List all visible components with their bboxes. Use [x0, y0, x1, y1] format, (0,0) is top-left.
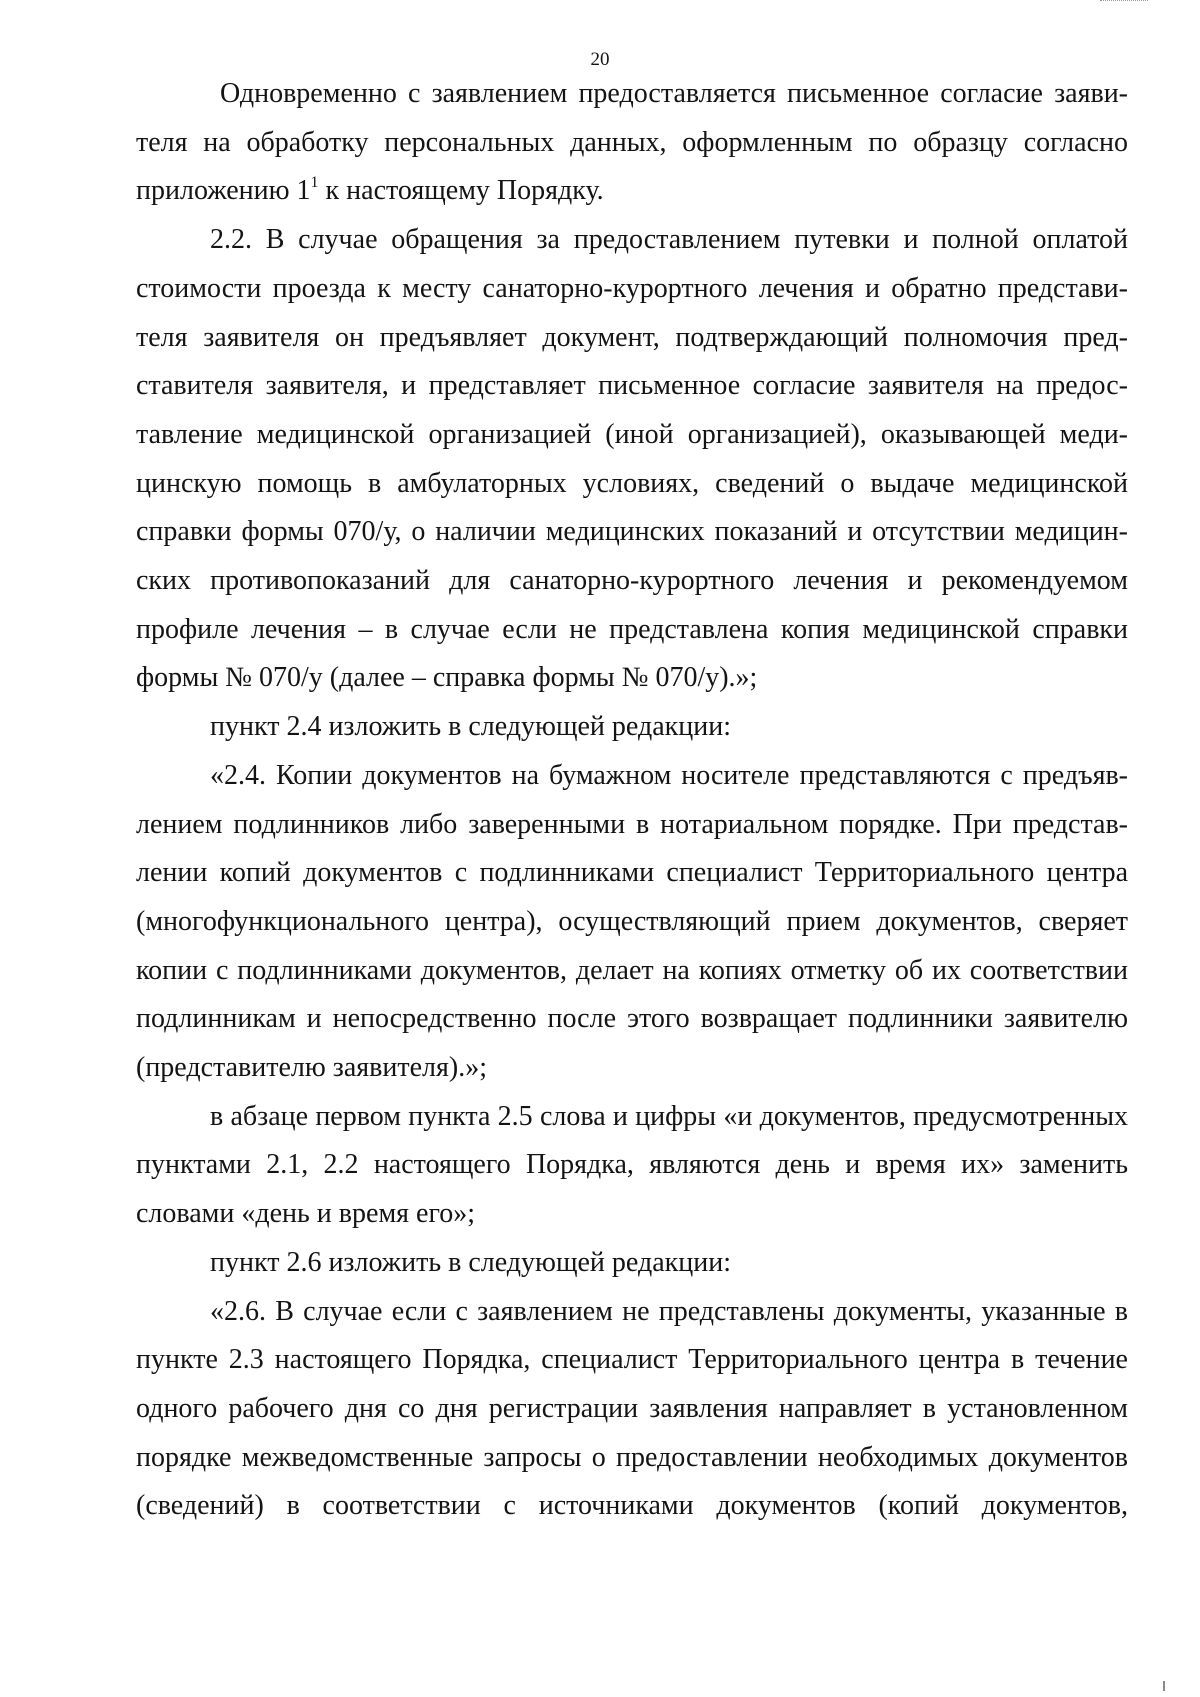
paragraph-consent: [136, 70, 1128, 216]
document-body: [136, 70, 1128, 1531]
paragraph-2-4: «2.4. Копии документов на бумажном носителе представляются с предъявлением подлинников либо заверенными в нотариальном порядке. При представлении копий документов с подлинниками специалист Территориального центра (многофункционального центра), осуществляющий прием документов, сверяет копии с подлинниками документов, делает на копиях отметку об их соответствии подлинникам и непосредственно после этого возвращает подлинники заявителю (представителю заявителя).»;: [136, 759, 1128, 1084]
page-number: 20: [590, 49, 610, 70]
paragraph-2-2: 2.2. В случае обращения за предоставлением путевки и полной оплатой стоимости проезда к месту санаторно-курортного лечения и обратно представителя заявителя он предъявляет документ, подтверждающий полномочия представителя заявителя, и представляет письменное согласие заявителя на предоставление медицинской организацией (иной организацией), оказывающей медицинскую помощь в амбулаторных условиях, сведений о выдаче медицинской справки формы 070/у, о наличии медицинских показаний и отсутствии медицинских противопоказаний для санаторно-курортного лечения и рекомендуемом профиле лечения – в случае если не представлена копия медицинской справки формы № 070/у (далее – справка формы № 070/у).»;: [136, 224, 1128, 694]
paragraph-2-6-intro: пункт 2.6 изложить в следующей редакции:: [210, 1246, 731, 1278]
paragraph-2-6: «2.6. В случае если с заявлением не представлены документы, указанные в пункте 2.3 настоящего Порядка, специалист Территориального центра в течение одного рабочего дня со дня регистрации заявления направляет в установленном порядке межведомственные запросы о предоставлении необходимых документов (сведений) в соответствии с источниками документов (копий документов,: [136, 1295, 1128, 1522]
scan-corner-mark: [1100, 0, 1148, 4]
paragraph-consent-tail: к настоящему Порядку.: [318, 175, 604, 207]
paragraph-2-4-intro: пункт 2.4 изложить в следующей редакции:: [210, 711, 731, 743]
paragraph-2-5-amendment: в абзаце первом пункта 2.5 слова и цифры «и документов, предусмотренных пунктами 2.1, 2.2 настоящего Порядка, являются день и время их» заменить словами «день и время его»;: [136, 1100, 1128, 1230]
paragraph-consent-text: Одновременно с заявлением предоставляется письменное согласие заявителя на обработку персональных данных, оформленным по образцу согласно приложению 1: [136, 78, 1128, 207]
scan-edge-mark: [1163, 1681, 1168, 1691]
footnote-superscript: 1: [310, 174, 319, 192]
